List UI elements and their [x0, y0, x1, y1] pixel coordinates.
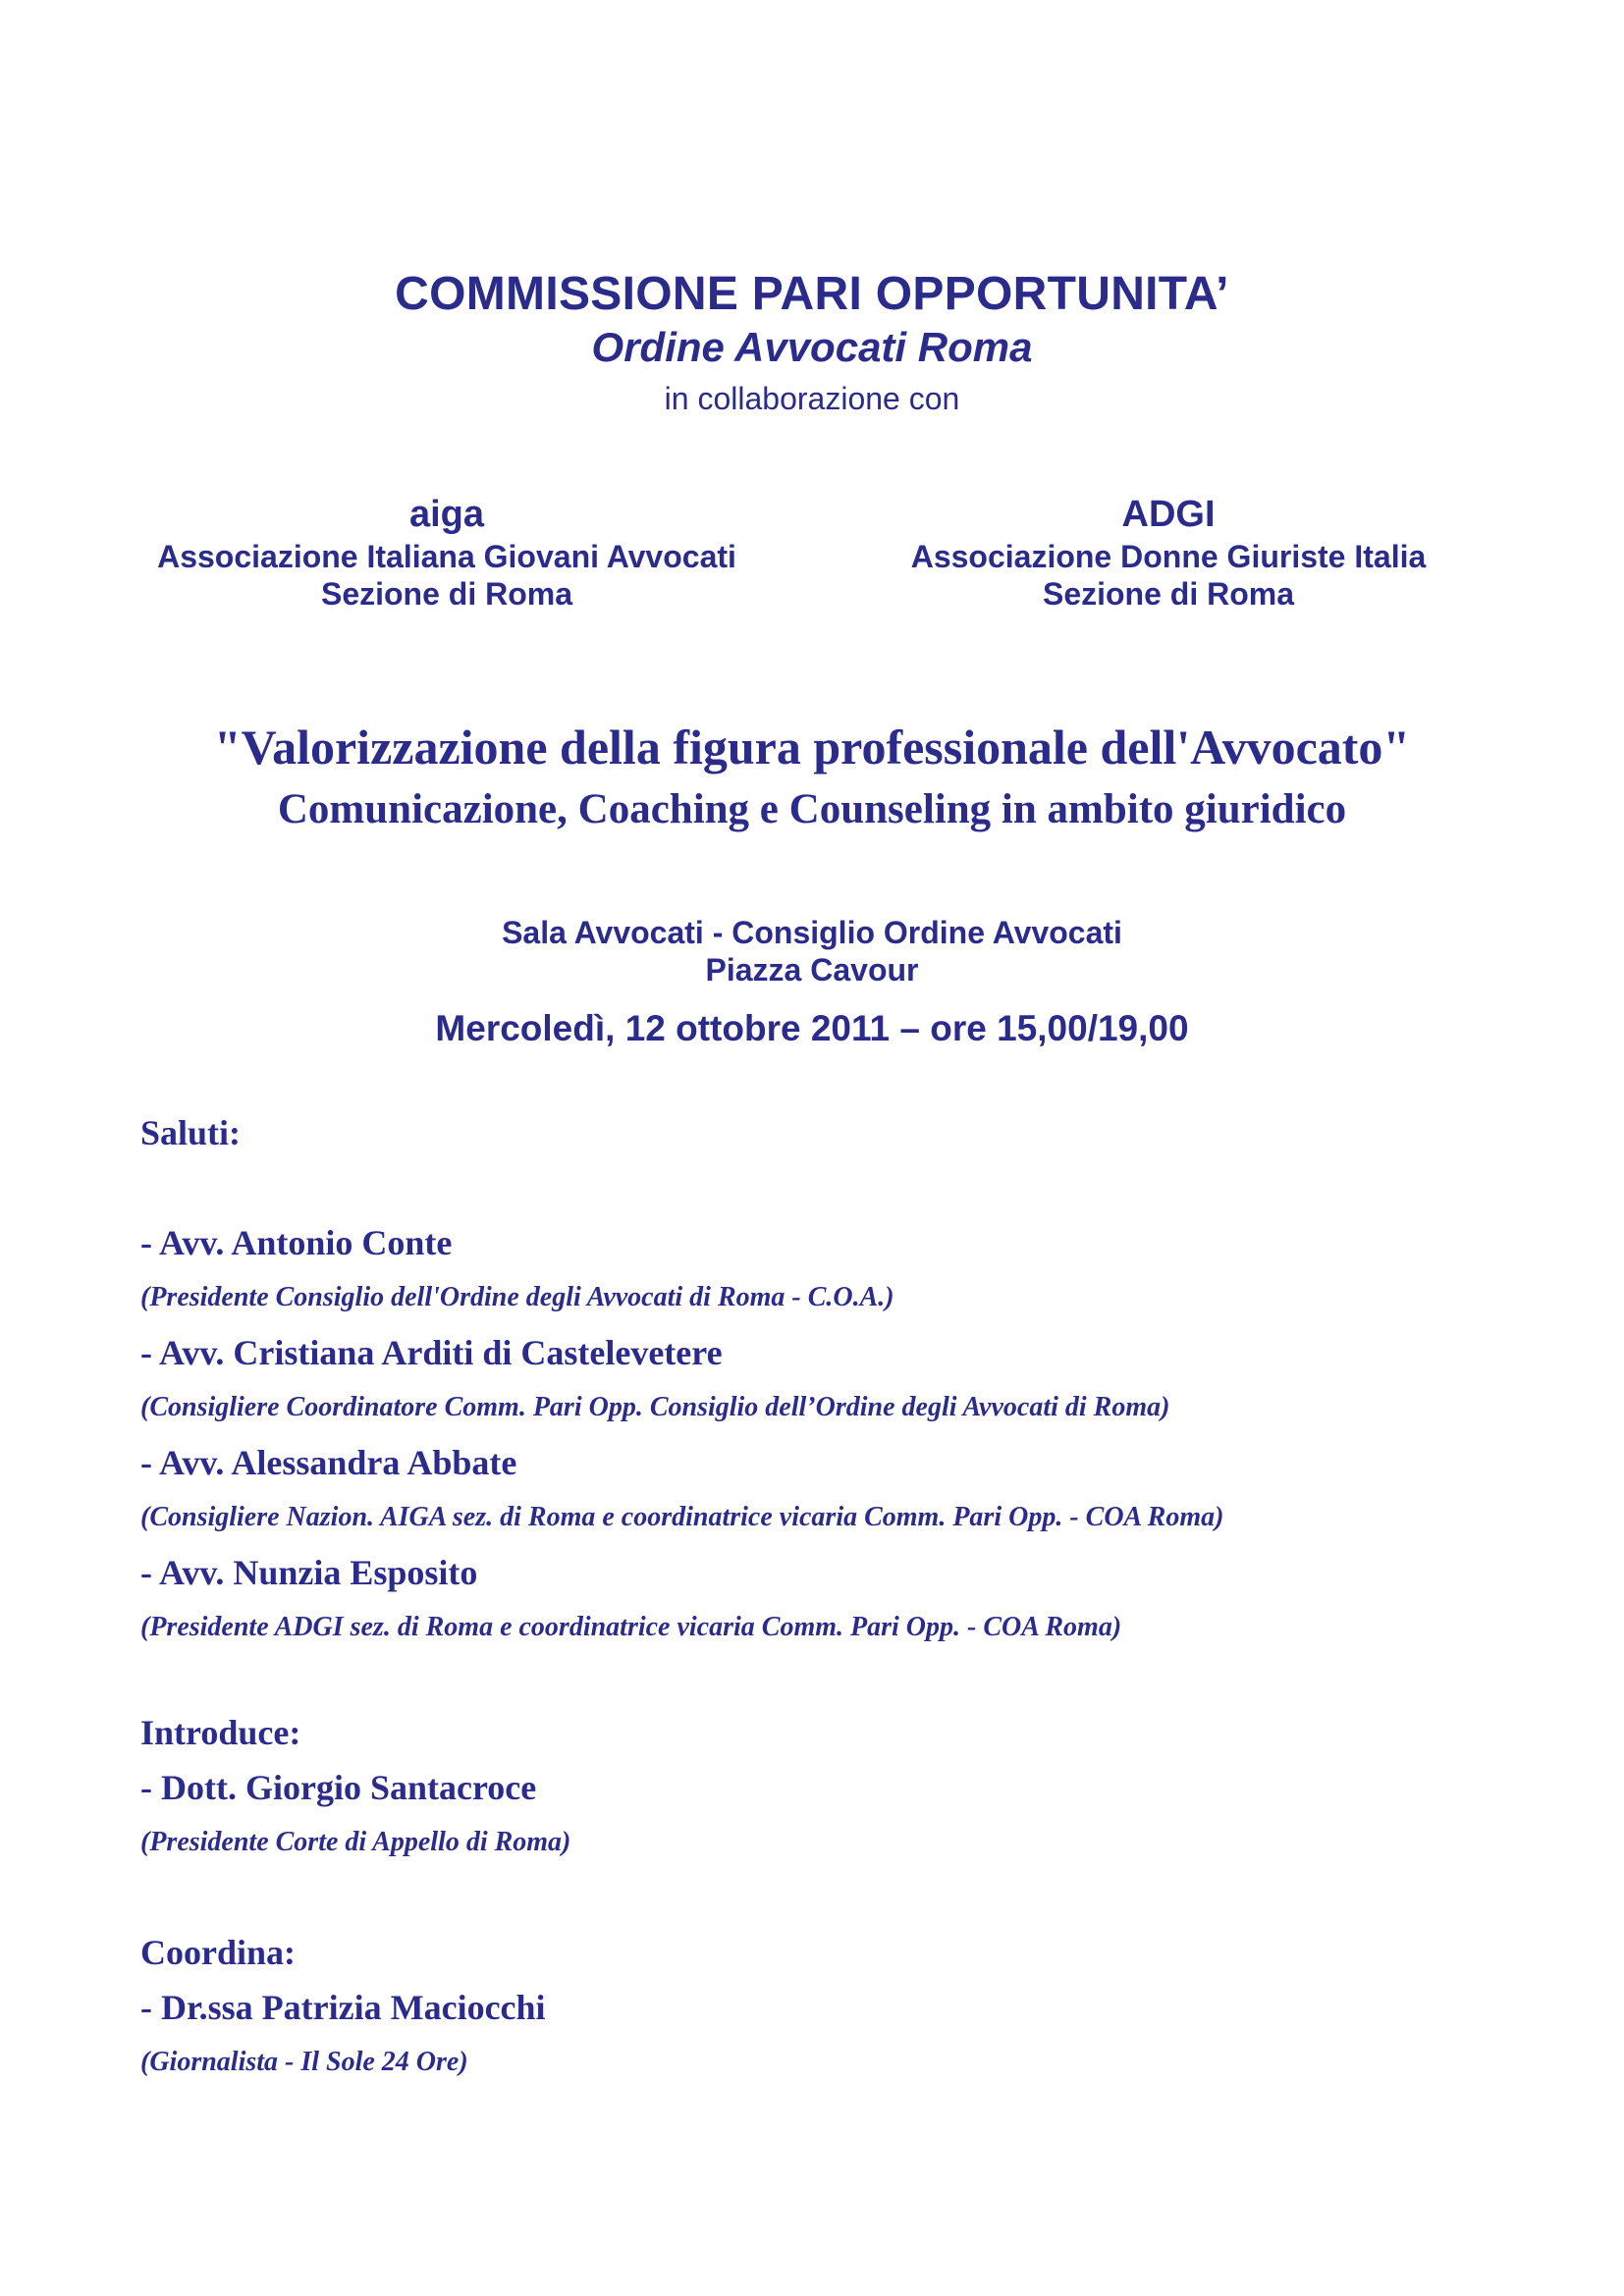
speaker-name: - Avv. Nunzia Esposito — [140, 1553, 478, 1592]
introducer-name: - Dott. Giorgio Santacroce — [140, 1768, 537, 1807]
coordinator-name: - Dr.ssa Patrizia Maciocchi — [140, 1988, 546, 2027]
speaker-name: - Avv. Alessandra Abbate — [140, 1443, 517, 1482]
org-adgi-section: Sezione di Roma — [1042, 576, 1295, 612]
event-title: "Valorizzazione della figura professionale dell'Avvocato" — [213, 720, 1411, 774]
org-aiga-name: aiga — [408, 494, 485, 535]
org-aiga-full-name: Associazione Italiana Giovani Avvocati — [157, 539, 736, 574]
org-adgi-full-name: Associazione Donne Giuriste Italia — [910, 539, 1427, 574]
event-date: Mercoledì, 12 ottobre 2011 – ore 15,00/19,00 — [435, 1008, 1189, 1048]
speaker-role: (Consigliere Coordinatore Comm. Pari Opp. Consiglio dell’Ordine degli Avvocati di Roma) — [140, 1392, 1170, 1422]
saluti-heading: Saluti: — [140, 1113, 242, 1152]
coordina-heading: Coordina: — [140, 1933, 297, 1972]
speaker-name: - Avv. Antonio Conte — [140, 1223, 453, 1262]
introducer-role: (Presidente Corte di Appello di Roma) — [140, 1827, 571, 1857]
introduce-heading: Introduce: — [140, 1713, 301, 1752]
collaboration-note: in collaborazione con — [664, 381, 960, 416]
org-adgi — [889, 491, 1448, 613]
event-subtitle: Comunicazione, Coaching e Counseling in ambito giuridico — [277, 786, 1347, 832]
org-aiga — [137, 491, 756, 613]
speaker-name: - Avv. Cristiana Arditi di Castelevetere — [140, 1333, 723, 1372]
speaker-role: (Presidente Consiglio dell'Ordine degli Avvocati di Roma - C.O.A.) — [140, 1282, 894, 1312]
venue-square: Piazza Cavour — [705, 952, 919, 988]
venue-room: Sala Avvocati - Consiglio Ordine Avvocati — [502, 915, 1122, 950]
speaker-role: (Presidente ADGI sez. di Roma e coordinatrice vicaria Comm. Pari Opp. - COA Roma) — [140, 1612, 1122, 1642]
order-subtitle: Ordine Avvocati Roma — [591, 324, 1033, 370]
org-adgi-name: ADGI — [1121, 494, 1216, 535]
org-aiga-section: Sezione di Roma — [320, 576, 573, 612]
speaker-role: (Consigliere Nazion. AIGA sez. di Roma e coordinatrice vicaria Comm. Pari Opp. - COA Roma) — [140, 1502, 1224, 1532]
commission-title: COMMISSIONE PARI OPPORTUNITA’ — [395, 268, 1229, 320]
coordinator-role: (Giornalista - Il Sole 24 Ore) — [140, 2047, 468, 2077]
